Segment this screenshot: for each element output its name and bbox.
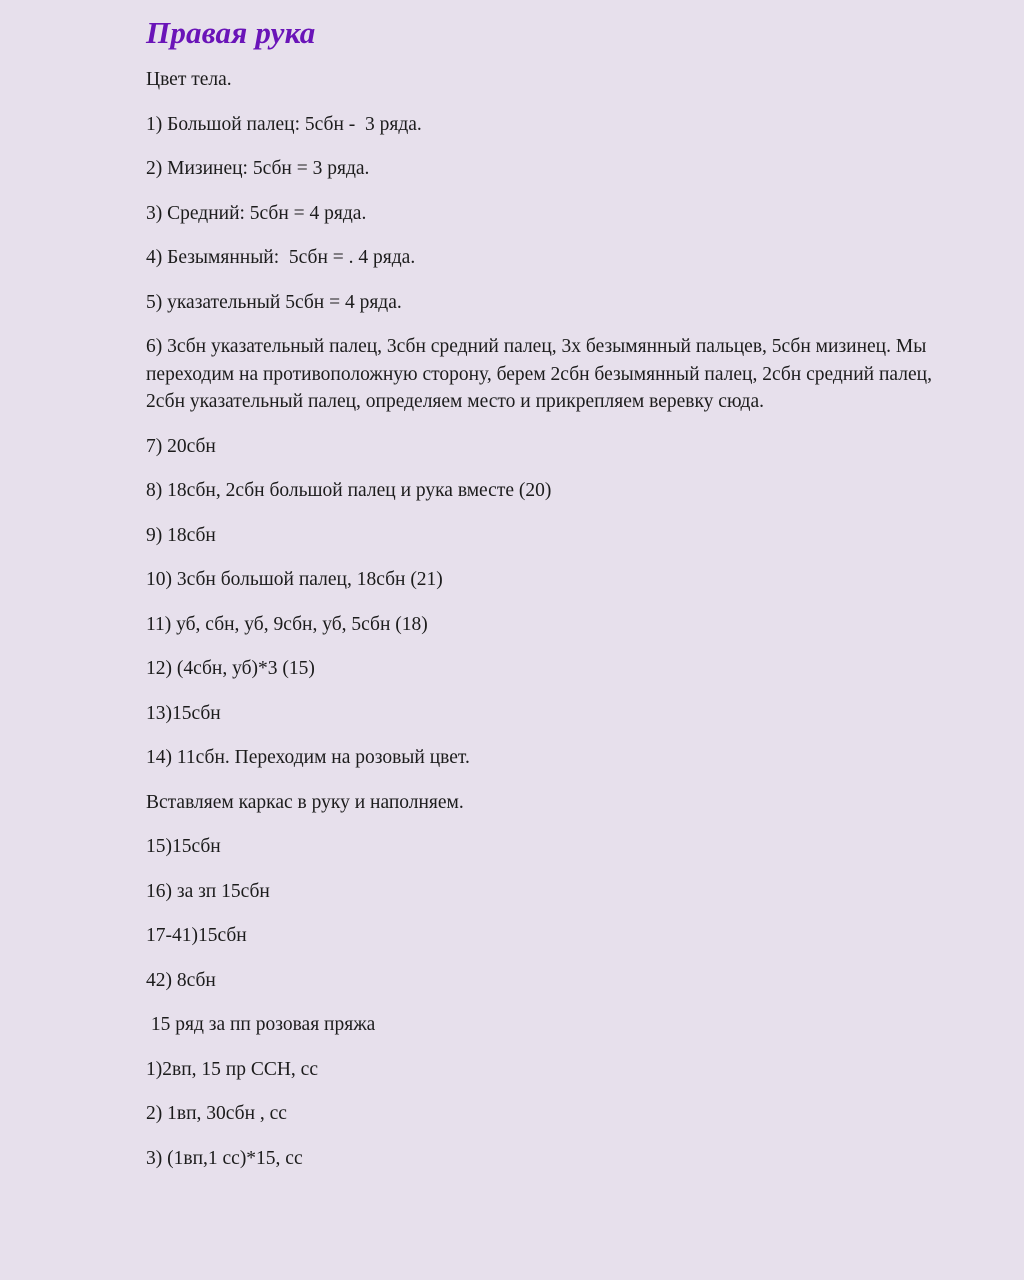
instruction-line-3: 3) Средний: 5сбн = 4 ряда. <box>146 202 367 224</box>
instruction-line-8: 8) 18сбн, 2сбн большой палец и рука вместе (20) <box>146 480 552 501</box>
instruction-line-cuff-1: 1)2вп, 15 пр ССН, сс <box>146 1058 318 1080</box>
instruction-line-5: 5) указательный 5сбн = 4 ряда. <box>146 291 402 313</box>
instruction-line-10: 10) 3сбн большой палец, 18сбн (21) <box>146 569 443 590</box>
document-page <box>146 14 966 1189</box>
instruction-line-2: 2) Мизинец: 5сбн = 3 ряда. <box>146 158 370 179</box>
instruction-line-6: 6) 3сбн указательный палец, 3сбн средний палец, 3х безымянный пальцев, 5сбн мизинец. Мы переходим на противоположную сторону, берем 2сбн безымянный палец, 2сбн средний палец, 2сбн указательный палец, определяем место и прикрепляем веревку сюда. <box>146 336 937 412</box>
instruction-line-11: 11) уб, сбн, уб, 9сбн, уб, 5сбн (18) <box>146 613 428 635</box>
instruction-line-12: 12) (4сбн, уб)*3 (15) <box>146 658 315 679</box>
instruction-line-color: Цвет тела. <box>146 69 232 90</box>
instruction-line-insert-frame: Вставляем каркас в руку и наполняем. <box>146 791 464 813</box>
instruction-line-13: 13)15сбн <box>146 702 221 724</box>
page-title: Правая рука <box>146 15 316 50</box>
instruction-line-pink-yarn: 15 ряд за пп розовая пряжа <box>146 1014 376 1035</box>
instruction-list <box>146 66 966 1172</box>
instruction-line-16: 16) за зп 15сбн <box>146 880 270 902</box>
instruction-line-42: 42) 8сбн <box>146 969 216 991</box>
instruction-line-cuff-3: 3) (1вп,1 сс)*15, сс <box>146 1147 303 1169</box>
instruction-line-15: 15)15сбн <box>146 836 221 857</box>
instruction-line-cuff-2: 2) 1вп, 30сбн , сс <box>146 1103 287 1124</box>
instruction-line-9: 9) 18сбн <box>146 524 216 546</box>
instruction-line-7: 7) 20сбн <box>146 435 216 457</box>
instruction-line-4: 4) Безымянный: 5сбн = . 4 ряда. <box>146 247 416 268</box>
instruction-line-14: 14) 11сбн. Переходим на розовый цвет. <box>146 747 470 768</box>
instruction-line-17-41: 17-41)15сбн <box>146 925 247 946</box>
instruction-line-1: 1) Большой палец: 5сбн - 3 ряда. <box>146 113 422 135</box>
